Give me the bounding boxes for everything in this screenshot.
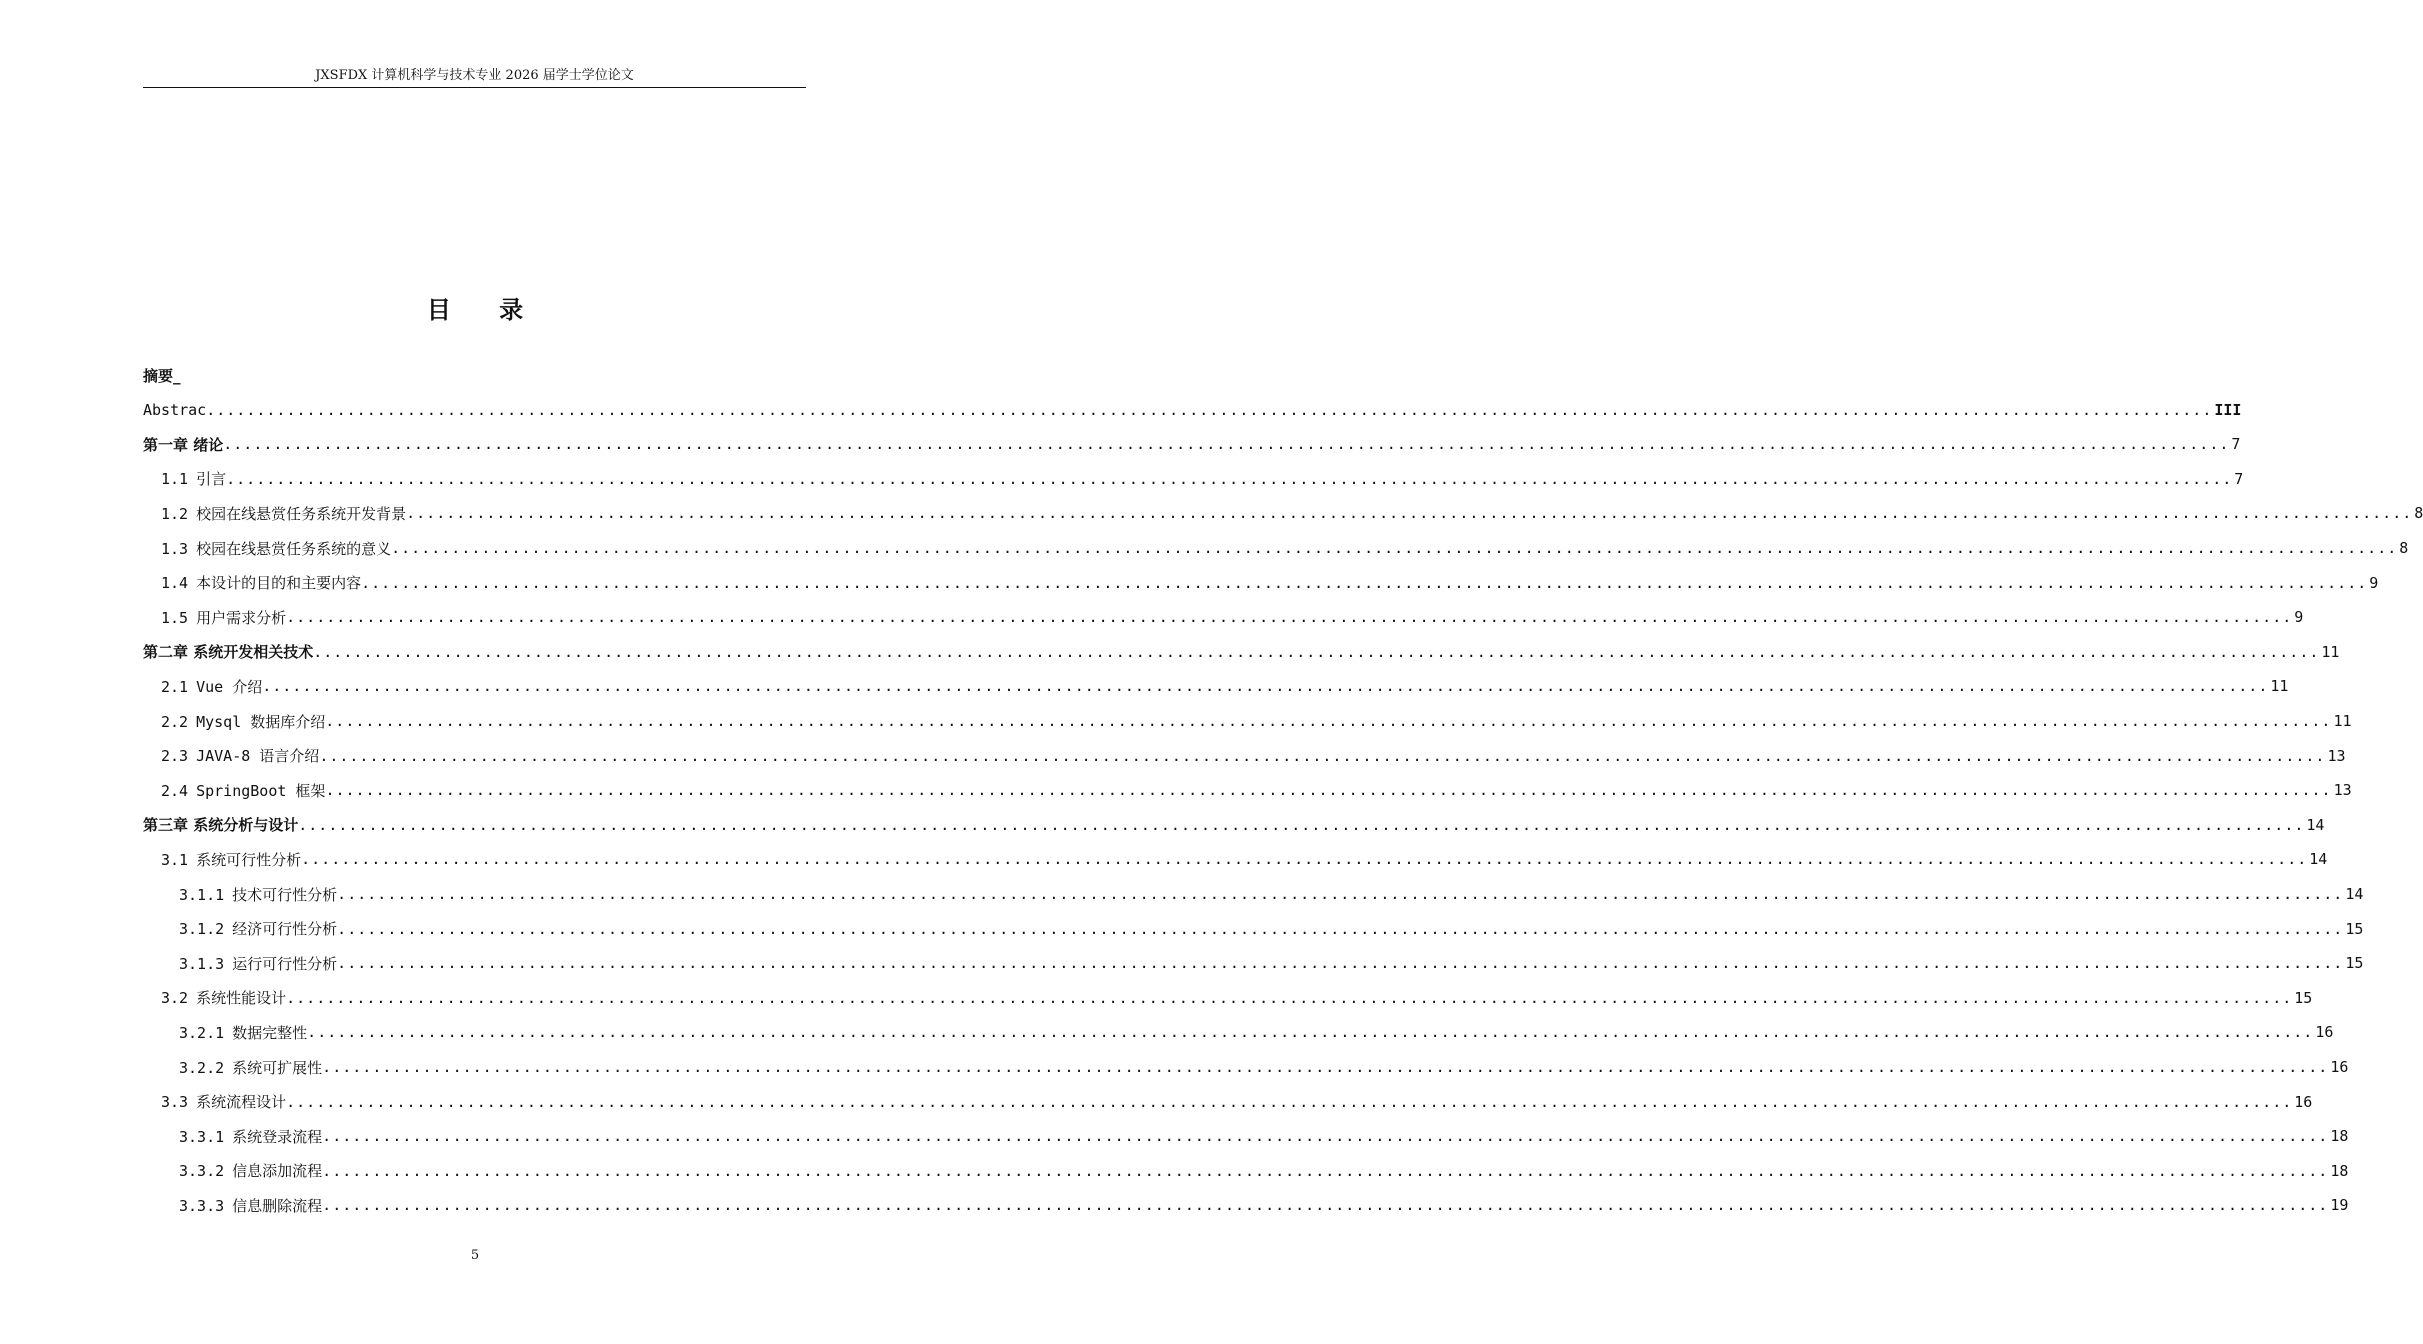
toc-section-number: 3.3: [161, 1093, 189, 1112]
toc-entry[interactable]: [143, 741, 2346, 771]
toc-section-number: 3.1.2: [179, 920, 225, 939]
toc-dot-leader: ........................................................................................................................................................................................................: [313, 642, 2320, 661]
toc-entry-label: [161, 676, 262, 697]
toc-page-number: 11: [2333, 712, 2352, 730]
toc-entry[interactable]: [143, 1121, 2349, 1151]
toc-page-number: 15: [2294, 988, 2313, 1007]
toc-entry-text: 系统可扩展性: [232, 1058, 323, 1077]
toc-entry-text: JAVA-8 语言介绍: [196, 747, 320, 766]
toc-dot-leader: ........................................................................................................................................................................................................: [406, 504, 2413, 523]
toc-page-number: 18: [2330, 1161, 2349, 1180]
toc-entry[interactable]: [143, 429, 2241, 459]
toc-entry-label: [179, 884, 337, 905]
toc-entry-label: [143, 434, 223, 455]
toc-page-number: 14: [2345, 885, 2364, 903]
toc-dot-leader: ........................................................................................................................................................................................................: [226, 469, 2233, 488]
toc-page-number: 14: [2309, 850, 2328, 869]
toc-entry-label: [161, 849, 301, 870]
toc-entry[interactable]: [143, 844, 2328, 874]
toc-entry-label: [143, 401, 206, 419]
toc-page-number: 18: [2330, 1127, 2349, 1146]
toc-entry[interactable]: [143, 360, 806, 390]
toc-section-number: 2.1: [161, 677, 189, 696]
toc-section-number: 3.1.3: [179, 954, 225, 973]
toc-page-number: 19: [2330, 1196, 2349, 1215]
toc-section-number: 2.4: [161, 781, 189, 800]
toc-page-number: 8: [2399, 539, 2409, 557]
toc-entry-label: [143, 814, 298, 835]
toc-entry[interactable]: [143, 1017, 2334, 1047]
toc-page-number: 14: [2306, 815, 2325, 834]
toc-entry-label: [179, 1195, 322, 1216]
toc-section-number: 2.3: [161, 747, 189, 766]
toc-entry-label: [161, 745, 319, 766]
toc-dot-leader: ........................................................................................................................................................................................................: [337, 885, 2344, 903]
toc-page-number: 7: [2231, 435, 2241, 454]
toc-section-number: 1.5: [161, 608, 189, 627]
toc-dot-leader: ........................................................................................................................................................................................................: [298, 815, 2305, 834]
toc-entry-text: 运行可行性分析: [232, 954, 338, 973]
toc-section-number: 3.3.3: [179, 1196, 225, 1215]
toc-section-number: 2.2: [161, 712, 189, 731]
toc-entry-label: [179, 1126, 322, 1147]
toc-entry-text: 校园在线悬赏任务系统开发背景: [196, 504, 407, 523]
toc-entry-text: 信息删除流程: [232, 1196, 323, 1215]
toc-dot-leader: ........................................................................................................................................................................................................: [322, 1161, 2329, 1180]
toc-entry[interactable]: [143, 1190, 2349, 1220]
running-header: JXSFDX 计算机科学与技术专业 2026 届学士学位论文: [315, 68, 634, 83]
toc-entry-label: [179, 1057, 322, 1078]
toc-entry-text: 技术可行性分析: [232, 885, 338, 904]
toc-page-number: 11: [2321, 642, 2340, 661]
toc-dot-leader: ........................................................................................................................................................................................................: [337, 919, 2344, 938]
toc-entry[interactable]: [143, 498, 2423, 528]
toc-entry-label: [143, 641, 313, 662]
toc-entry[interactable]: [143, 983, 2313, 1013]
toc-entry-label: [179, 918, 337, 939]
toc-entry-text: 第三章 系统分析与设计: [143, 816, 299, 835]
toc-dot-leader: ........................................................................................................................................................................................................: [286, 608, 2293, 627]
toc-entry-text: Abstrac: [143, 400, 207, 419]
toc-entry-text: 校园在线悬赏任务系统的意义: [196, 539, 392, 558]
toc-entry-label: [161, 607, 286, 628]
toc-dot-leader: ........................................................................................................................................................................................................: [322, 1058, 2329, 1076]
toc-entry-text: SpringBoot 框架: [196, 781, 326, 800]
toc-page-number: 13: [2327, 746, 2346, 765]
page-number: 5: [470, 1248, 480, 1263]
toc-entry[interactable]: [143, 395, 2242, 425]
toc-entry-label: [161, 711, 325, 732]
toc-entry[interactable]: [143, 671, 2289, 701]
toc-section-number: 3.3.1: [179, 1127, 225, 1146]
toc-dot-leader: ........................................................................................................................................................................................................: [361, 573, 2368, 592]
toc-page-number: 15: [2345, 919, 2364, 938]
header-rule: [143, 87, 806, 88]
toc-section-number: 3.1: [161, 850, 189, 869]
toc-dot-leader: ........................................................................................................................................................................................................: [391, 539, 2398, 557]
toc-entry[interactable]: [143, 637, 2340, 667]
toc-entry[interactable]: [143, 948, 2364, 978]
toc-section-number: 1.3: [161, 539, 189, 558]
toc-entry[interactable]: [143, 602, 2304, 632]
toc-entry-label: [161, 468, 226, 489]
toc-entry[interactable]: [143, 568, 2379, 598]
toc-entry-text: 系统性能设计: [196, 989, 287, 1008]
toc-entry[interactable]: [143, 775, 2352, 805]
toc-section-number: 3.2: [161, 989, 189, 1008]
toc-entry-label: [179, 1160, 322, 1181]
toc-entry-text: 第一章 绪论: [143, 435, 224, 454]
toc-page-number: 9: [2369, 573, 2379, 592]
toc-entry[interactable]: [143, 810, 2325, 840]
toc-dot-leader: ........................................................................................................................................................................................................: [223, 435, 2230, 454]
toc-entry-label: [179, 953, 337, 974]
toc-page-number: 16: [2315, 1023, 2334, 1042]
toc-dot-leader: ........................................................................................................................................................................................................: [322, 1127, 2329, 1146]
toc-page-number: 13: [2333, 781, 2352, 800]
toc-dot-leader: ........................................................................................................................................................................................................: [307, 1023, 2314, 1042]
toc-entry[interactable]: [143, 533, 2409, 563]
toc-entry[interactable]: [143, 1087, 2313, 1117]
toc-entry-text: 用户需求分析: [196, 608, 287, 627]
toc-page-number: 16: [2330, 1058, 2349, 1076]
toc-page-number: III: [2214, 400, 2242, 419]
toc-page-number: 7: [2234, 469, 2244, 488]
toc-dot-leader: ........................................................................................................................................................................................................: [262, 677, 2269, 696]
toc-entry-label: [161, 503, 406, 524]
toc-dot-leader: ........................................................................................................................................................................................................: [301, 850, 2308, 869]
toc-entry-text: 系统登录流程: [232, 1127, 323, 1146]
toc-entry-text: 系统流程设计: [196, 1093, 287, 1112]
toc-entry-text: 系统可行性分析: [196, 850, 302, 869]
toc-section-number: 1.1: [161, 470, 189, 489]
toc-entry-text: 引言: [196, 470, 227, 489]
toc-section-number: 1.4: [161, 574, 189, 593]
toc-entry-label: [179, 1022, 307, 1043]
toc-dot-leader: ........................................................................................................................................................................................................: [325, 781, 2332, 800]
toc-entry[interactable]: [143, 914, 2364, 944]
toc-section-number: 3.3.2: [179, 1162, 225, 1181]
toc-page-number: 11: [2270, 677, 2289, 696]
toc-entry[interactable]: [143, 464, 2244, 494]
toc-entry-label: [161, 538, 391, 559]
toc-entry-text: Mysql 数据库介绍: [196, 712, 326, 731]
toc-entry[interactable]: [143, 879, 2364, 909]
toc-dot-leader: ........................................................................................................................................................................................................: [322, 1196, 2329, 1215]
toc-entry-text: 摘要_: [143, 366, 181, 385]
toc-page-number: 15: [2345, 954, 2364, 973]
toc-section-number: 3.2.1: [179, 1023, 225, 1042]
toc-entry-label: [161, 572, 361, 593]
toc-section-number: 1.2: [161, 504, 189, 523]
toc-section-number: 3.1.1: [179, 885, 225, 904]
toc-dot-leader: ........................................................................................................................................................................................................: [286, 1092, 2293, 1111]
toc-dot-leader: ........................................................................................................................................................................................................: [319, 746, 2326, 765]
toc-entry-label: [161, 1091, 286, 1112]
toc-entry-text: 信息添加流程: [232, 1162, 323, 1181]
toc-page-number: 9: [2294, 608, 2304, 627]
toc-entry-text: 本设计的目的和主要内容: [196, 574, 362, 593]
toc-entry-text: 经济可行性分析: [232, 920, 338, 939]
toc-dot-leader: ........................................................................................................................................................................................................: [337, 954, 2344, 973]
toc-title: 目 录: [426, 296, 544, 324]
toc-entry-text: 数据完整性: [232, 1023, 308, 1042]
toc-page-number: 8: [2414, 504, 2423, 523]
toc-dot-leader: ........................................................................................................................................................................................................: [325, 712, 2332, 730]
toc-entry[interactable]: [143, 1052, 2349, 1082]
toc-dot-leader: ........................................................................................................................................................................................................: [206, 400, 2213, 419]
toc-page-number: 16: [2294, 1092, 2313, 1111]
toc-dot-leader: ........................................................................................................................................................................................................: [286, 988, 2293, 1007]
toc-section-number: 3.2.2: [179, 1058, 225, 1077]
toc-entry[interactable]: [143, 1156, 2349, 1186]
toc-entry-text: Vue 介绍: [196, 677, 263, 696]
toc-entry-label: [161, 780, 325, 801]
toc-entry-text: 第二章 系统开发相关技术: [143, 643, 314, 662]
toc-entry-label: [143, 365, 181, 386]
toc-entry[interactable]: [143, 706, 2352, 736]
toc-entry-label: [161, 987, 286, 1008]
